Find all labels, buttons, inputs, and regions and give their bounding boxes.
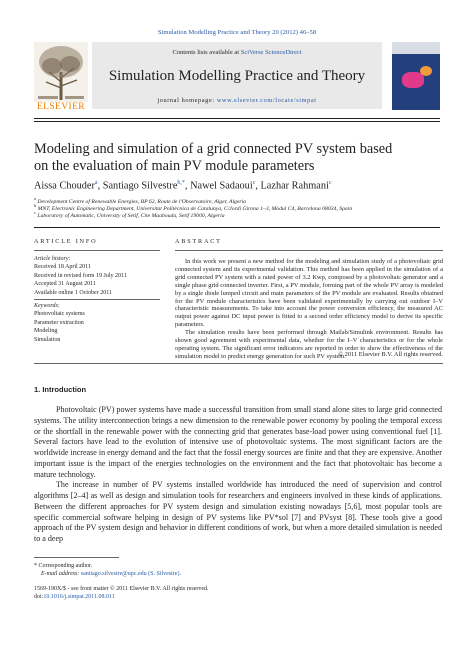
email-label: E-mail address:	[41, 571, 80, 577]
journal-reference[interactable]: Simulation Modelling Practice and Theory 20 (2012) 46–58	[157, 29, 317, 36]
affiliation: $^b$ MNT, Electronic Engineering Department, Universitat Politècnica de Catalunya, C/Jordi Girona 1–3, Mòdul C4, Barcelona 08034, Spain	[34, 203, 353, 212]
sciencedirect-link[interactable]: SciVerse ScienceDirect	[240, 49, 302, 56]
section-rule	[34, 227, 440, 228]
doi-label: doi:	[34, 594, 44, 600]
author-affiliation-mark[interactable]: c	[328, 180, 332, 186]
author-name: Aissa Chouder	[34, 180, 95, 192]
article-history-label: Article history:	[34, 256, 71, 262]
introduction-heading: 1. Introduction	[34, 385, 87, 394]
keywords-rule	[34, 299, 160, 300]
author-affiliation-mark[interactable]: b,*	[177, 180, 185, 186]
abstract-body	[175, 258, 443, 361]
keyword: Photovoltaic systems	[34, 311, 85, 318]
author-affiliation-mark[interactable]: c	[252, 180, 256, 186]
header-rule	[34, 118, 440, 119]
article-info-rule	[34, 250, 160, 251]
title-line-2: on the evaluation of main PV module parameters	[34, 158, 315, 174]
footnote-rule	[34, 557, 119, 558]
doi-line	[34, 594, 115, 600]
keywords-block	[34, 302, 164, 344]
history-item: Received 18 April 2011	[34, 264, 91, 271]
history-item: Accepted 31 August 2011	[34, 281, 96, 288]
affiliation: $^c$ Laboratory of Automatic, University of Setif, Cite Maabouda, Setif 19000, Algeria	[34, 210, 225, 219]
abstract-paragraph: The simulation results have been performed through Matlab/Simulink environment. Results has shown good agreement with experimental data, whether for the I–V characteristics or for the whole operating system. The significant error indicators are reported in order to show the effectiveness of the simulation model to predict energy generation for such PV system.	[175, 329, 443, 360]
keywords-label: Keywords:	[34, 303, 60, 309]
author-affiliation-mark[interactable]: a	[94, 180, 98, 186]
journal-cover-image[interactable]	[392, 42, 440, 110]
issn-line: 1569-190X/$ - see front matter © 2011 Elsevier B.V. All rights reserved.	[34, 586, 209, 592]
introduction-body	[34, 405, 442, 545]
author-name: Nawel Sadaoui	[190, 180, 253, 192]
title-line-1: Modeling and simulation of a grid connected PV system based	[34, 141, 393, 157]
elsevier-tree-logo	[34, 42, 88, 102]
abstract-end-rule	[34, 363, 443, 364]
abstract-heading: ABSTRACT	[175, 238, 222, 245]
homepage-prefix: journal homepage:	[157, 97, 215, 104]
abstract-rule	[175, 250, 443, 251]
introduction-paragraph: Photovoltaic (PV) power systems have made a successful transition from small stand alone sites to large grid connected systems. The utility interconnection brings a new dimension to the renewable power economy by pooling the temporal excess or the shortfall in the renewable power with the connecting grid that generates base-load power using conventional fuel [1]. Several factors have lead to the evolution of intensive use of photovoltaic systems. The most significant factors are the worldwide increase in energy demand and the fact that the fossil energy sources are finite and that they are expensive. Another important issue is the impact of the energies technologies on the environment and the fact that photovoltaic has become a mature technology.	[34, 405, 442, 479]
history-item: Received in revised form 19 July 2011	[34, 272, 127, 279]
homepage-link[interactable]: www.elsevier.com/locate/simpat	[216, 97, 317, 104]
journal-title[interactable]: Simulation Modelling Practice and Theory	[108, 68, 366, 84]
email-link[interactable]: santiago.silvestre@upc.edu (S. Silvestre).	[80, 571, 181, 577]
article-history	[34, 255, 164, 297]
author-name: Santiago Silvestre	[102, 180, 178, 192]
introduction-paragraph: The increase in number of PV systems installed worldwide has introduced the need of supervision and control algorithms [2–4] as well as design and simulation tools for researchers and engineers involved in these kinds of applications. Between the different approaches for PV system design and simulation existing nowadays [5,6], most popular tools are specific commercial software helping in design of PV systems like PV*sol [7] and PVsyst [8]. These tools give a good approach of the PV system design and behavior in different conditions of work, but when a more detailed simulation is needed to a deep	[34, 480, 442, 543]
elsevier-wordmark: ELSEVIER	[36, 102, 86, 112]
article-title	[34, 141, 444, 175]
affiliation: $^a$ Development Centre of Renewable Energies, BP 62, Route de l'Observatoire, Alger, Algeria	[34, 196, 247, 205]
copyright-notice: © 2011 Elsevier B.V. All rights reserved.	[338, 351, 443, 358]
contents-line	[92, 49, 382, 56]
author-name: Lazhar Rahmani	[260, 180, 329, 192]
author-list: Aissa Chouder$^a$, Santiago Silvestre$^{b,*}$, Nawel Sadaoui$^c$, Lazhar Rahmani$^c$	[34, 180, 332, 192]
abstract-paragraph: In this work we present a new method for the modeling and simulation study of a photovoltaic grid connected system and its experimental validation. This method has been applied in the simulation of a grid connected PV system with a rated power of 3.2 Kwp, composed by a photovoltaic generator and a single phase grid connected inverter. First, a PV module, forming part of the whole PV array is modeled by a single diode lumped circuit and main parameters of the PV module are evaluated. Results obtained for the PV module characteristics have been validated experimentally by carrying out outdoor I–V characteristic measurements. To take into account the power conversion efficiency, the measured AC output power against DC input power is fitted to a second order efficiency model to derive its specific parameters.	[175, 258, 443, 329]
header-rule-second	[34, 121, 440, 122]
journal-homepage-line	[92, 97, 382, 104]
article-info-heading: ARTICLE INFO	[34, 238, 98, 245]
keyword: Parameter extraction	[34, 319, 84, 326]
corresponding-author-note: * Corresponding author.	[34, 563, 93, 569]
email-note	[41, 571, 181, 577]
keyword: Modeling	[34, 328, 58, 335]
history-item: Available online 1 October 2011	[34, 289, 112, 296]
doi-link[interactable]: 10.1016/j.simpat.2011.08.011	[43, 594, 115, 600]
contents-prefix: Contents lists available at	[172, 49, 240, 56]
keyword: Simulation	[34, 336, 61, 343]
